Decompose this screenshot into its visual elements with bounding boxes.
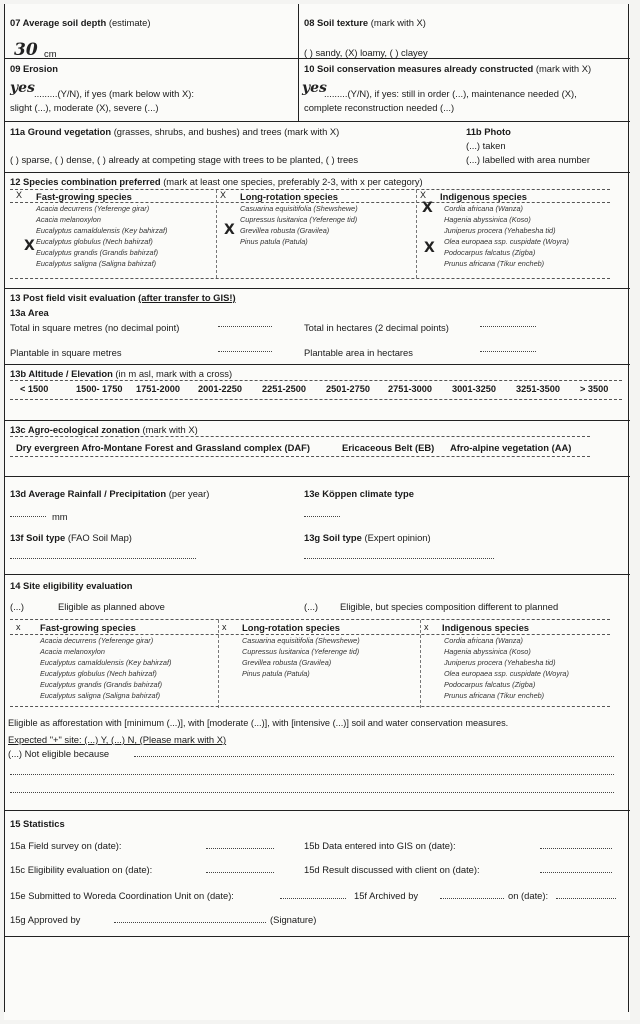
species-item: Eucalyptus camaldulensis (Key bahirzaf) [36,226,168,235]
species-item: Podocarpus falcatus (Zigba) [444,680,536,689]
not-eligible-label: (...) Not eligible because [8,748,110,759]
column-divider-top [298,4,299,122]
species-item: Acacia melanoxylon [40,647,105,656]
archived-date[interactable] [556,898,616,899]
conservation-yes-value: yes [302,80,327,96]
hand-x-mark: X [424,240,435,256]
species-item: Eucalyptus saligna (Saligna bahirzaf) [40,691,161,700]
species-item: Casuarina equisitifolia (Shewshewe) [242,636,360,645]
result-discussed-date[interactable] [540,872,612,873]
species-item: Cordia africana (Wanza) [444,204,523,213]
erosion-yes-value: yes [10,80,35,96]
elig-col1-header: Fast-growing species [40,622,136,633]
soil-type-fao-field[interactable] [10,558,196,559]
plantable-ha-label: Plantable area in hectares [304,347,413,358]
agro-zone-heading: 13c Agro-ecological zonation (mark with X) [10,424,198,435]
species-item: Eucalyptus camaldulensis (Key bahirzaf) [40,658,172,667]
right-border [628,4,629,1012]
conservation-line2: complete reconstruction needed (...) [304,102,455,113]
species-item: Casuarina equisitifolia (Shewshewe) [240,204,358,213]
species-item: Olea europaea ssp. cuspidate (Woyra) [444,237,569,246]
species-item: Prunus africana (Tikur encheb) [444,259,545,268]
altitude-option[interactable]: 3001-3250 [452,384,496,394]
species-item: Hagenia abyssinica (Koso) [444,215,531,224]
altitude-option[interactable]: 2001-2250 [198,384,242,394]
altitude-option[interactable]: < 1500 [20,384,49,394]
species-col2-header: Long-rotation species [240,191,338,202]
plantable-ha-field[interactable] [480,351,536,352]
stat-result-discussed: 15d Result discussed with client on (date): [304,864,480,875]
elig-col2-header: Long-rotation species [242,622,340,633]
species-item: Grevillea robusta (Gravilea) [240,226,330,235]
altitude-option[interactable]: 2251-2500 [262,384,306,394]
species-item: Cordia africana (Wanza) [444,636,523,645]
photo-taken: (...) taken [466,140,506,151]
soil-texture-options: ( ) sandy, (X) loamy, ( ) clayey [304,47,428,58]
conservation-line1: .........(Y/N), if yes: still in order (...), maintenance needed (X), [324,88,577,99]
photo-labelled: (...) labelled with area number [466,154,591,165]
species-item: Eucalyptus globulus (Nech bahirzaf) [40,669,157,678]
altitude-option[interactable]: 2751-3000 [388,384,432,394]
soil-texture-heading: 08 Soil texture (mark with X) [304,17,426,28]
rainfall-field[interactable] [10,516,46,517]
species-item: Grevillea robusta (Gravilea) [242,658,332,667]
species-item: Podocarpus falcatus (Zigba) [444,248,536,257]
altitude-option[interactable]: 3251-3500 [516,384,560,394]
ground-vegetation-options: ( ) sparse, ( ) dense, ( ) already at competing stage with trees to be planted, ( ) trees [10,154,359,165]
altitude-option[interactable]: > 3500 [580,384,609,394]
eligible-different-mark[interactable]: (...) [304,601,319,612]
species-item: Eucalyptus grandis (Grandis bahirzaf) [36,248,159,257]
stat-archived-on: on (date): [508,890,549,901]
eligible-afforestation-line: Eligible as afforestation with [minimum (...)], with [moderate (...)], with [intensive (...)] soil and water conservation measures. [8,718,509,728]
ground-vegetation-heading: 11a Ground vegetation (grasses, shrubs, and bushes) and trees (mark with X) [10,126,340,137]
not-eligible-field[interactable] [134,756,614,757]
species-col3-header: Indigenous species [440,191,528,202]
erosion-line2: slight (...), moderate (X), severe (...) [10,102,159,113]
rainfall-unit: mm [52,511,68,522]
species-item: Pinus patula (Patula) [242,669,310,678]
species-item: Eucalyptus saligna (Saligna bahirzaf) [36,259,157,268]
plantable-sqm-label: Plantable in square metres [10,347,122,358]
altitude-heading: 13b Altitude / Elevation (in m asl, mark with a cross) [10,368,233,379]
erosion-heading: 09 Erosion [10,63,58,74]
stat-submitted: 15e Submitted to Woreda Coordination Unit on (date): [10,890,234,901]
stat-eligibility: 15c Eligibility evaluation on (date): [10,864,153,875]
altitude-option[interactable]: 2501-2750 [326,384,370,394]
species-item: Pinus patula (Patula) [240,237,308,246]
eligibility-date[interactable] [206,872,274,873]
total-sqm-label: Total in square metres (no decimal point) [10,322,180,333]
species-item: Acacia decurrens (Yeferenge girar) [36,204,150,213]
eligible-as-planned: Eligible as planned above [58,601,165,612]
species-item: Hagenia abyssinica (Koso) [444,647,531,656]
species-col1-header: Fast-growing species [36,191,132,202]
soil-depth-unit: cm [44,48,57,59]
stat-archived-by: 15f Archived by [354,890,419,901]
gis-entry-date[interactable] [540,848,612,849]
species-item: Eucalyptus grandis (Grandis bahirzaf) [40,680,163,689]
altitude-option[interactable]: 1500- 1750 [76,384,123,394]
species-item: Olea europaea ssp. cuspidate (Woyra) [444,669,569,678]
koppen-field[interactable] [304,516,340,517]
area-heading: 13a Area [10,307,49,318]
species-item: Cupressus lusitanica (Yeferenge tid) [242,647,360,656]
soil-type-expert-field[interactable] [304,558,494,559]
koppen-heading: 13e Köppen climate type [304,488,414,499]
total-ha-field[interactable] [480,326,536,327]
soil-type-fao-heading: 13f Soil type (FAO Soil Map) [10,532,132,543]
total-sqm-field[interactable] [218,326,272,327]
photo-heading: 11b Photo [466,126,511,137]
left-border [4,4,5,1012]
erosion-line1: .........(Y/N), if yes (mark below with X): [34,88,194,99]
hand-x-mark: X [24,238,35,254]
zone-eb[interactable]: Ericaceous Belt (EB) [342,442,435,453]
stat-gis-entry: 15b Data entered into GIS on (date): [304,840,456,851]
soil-depth-heading: 07 Average soil depth (estimate) [10,17,151,28]
species-item: Prunus africana (Tikur encheb) [444,691,545,700]
not-eligible-field-line3[interactable] [10,792,614,793]
total-ha-label: Total in hectares (2 decimal points) [304,322,449,333]
form-sheet: 07 Average soil depth (estimate) 30 cm 08 Soil texture (mark with X) ( ) sandy, (X) loamy, ( ) clayey 09 Erosion yes .........(Y/N), if yes (mark below with X): slight (...), moderate (X), severe (...) 10 Soil conservation measures already constructed (mark with X) yes .........(Y/N), if yes: still in order (...), maintenance needed (X), complete reconstruction needed (...) 11a Ground vegetation (grasses, shrubs, and bushes) and trees (mark with X) ( ) sparse, ( ) dense, ( ) already at competing stage with trees to be planted, ( ) trees 11b Photo (...) taken (...) labelled with area number 12 Species combination preferred (mark at least one species, preferably 2-3, with x per category) X Fast-growing species X Long-rotation species X Indigenous species Acacia decurrens (Yeferenge girar) Acacia melanoxylon Eucalyptus camaldulensis (Key bahirzaf) Eucalyptus globulus (Nech bahirzaf) Eucalyptus grandis (Grandis bahirzaf) Eucalyptus saligna (Saligna bahirzaf) X Casuarina equisitifolia (Shewshewe) Cupressus lusitanica (Yeferenge tid) Grevillea robusta (Gravilea) Pinus patula (Patula) X Cordia africana (Wanza) Hagenia abyssinica (Koso) Juniperus procera (Yehabesha tid) Olea europaea ssp. cuspidate (Woyra) Podocarpus falcatus (Zigba) Prunus africana (Tikur encheb) X X 13 Post field visit evaluation (after transfer to GIS!) 13a Area Total in square metres (no decimal point) Total in hectares (2 decimal points) Plantable in square metres Plantable area in hectares 13b Altitude / Elevation (in m asl, mark with a cross) < 1500 1500- 1750 1751-2000 2001-2250 2251-2500 2501-2750 2751-3000 3001-3250 3251-3500 > 3500 13c Agro-ecological zonation (mark with X) Dry evergreen Afro-Montane Forest and Grassland complex (DAF) Ericaceous Belt (EB) Afro-alpine vegetation (AA) 13d Average Rainfall / Precipitation (per year) mm 13e Köppen climate type 13f Soil type (FAO Soil Map) 13g Soil type (Expert opinion) 14 Site eligibility evaluation (...) Eligible as planned above (...) Eligible, but species composition different to planned x Fast-growing species x Long-rotation species x Indigenous species Acacia decurrens (Yeferenge girar) Acacia melanoxylon Eucalyptus camaldulensis (Key bahirzaf) Eucalyptus globulus (Nech bahirzaf) Eucalyptus grandis (Grandis bahirzaf) Eucalyptus saligna (Saligna bahirzaf) Casuarina equisitifolia (Shewshewe) Cupressus lusitanica (Yeferenge tid) Grevillea robusta (Gravilea) Pinus patula (Patula) Cordia africana (Wanza) Hagenia abyssinica (Koso) Juniperus procera (Yehabesha tid) Olea europaea ssp. cuspidate (Woyra) Podocarpus falcatus (Zigba) Prunus africana (Tikur encheb) Eligible as afforestation with [minimum (...)], with [moderate (...)], with [intensive (...)] soil and water conservation measures. Expected "+" site: (...) Y, (...) N, (Please mark with X) (...) Not eligible because 15 Statistics 15a Field survey on (date): 15b Data entered into GIS on (date): 15c Eligibility evaluation on (date): 15d Result discussed with client on (date): 15e Submitted to Woreda Coordination Unit on (date): 15f Archived by on (date): 15g Approved by (Signature) [4,4,630,1020]
statistics-heading: 15 Statistics [10,818,65,829]
species-item: Eucalyptus globulus (Nech bahirzaf) [36,237,153,246]
elig-col3-header: Indigenous species [442,622,530,633]
expected-site-line: Expected "+" site: (...) Y, (...) N, (Please mark with X) [8,734,227,745]
eligible-different: Eligible, but species composition different to planned [340,601,559,612]
hand-x-mark: X [224,222,235,238]
zone-aa[interactable]: Afro-alpine vegetation (AA) [450,442,572,453]
species-item: Cupressus lusitanica (Yeferenge tid) [240,215,358,224]
species-item: Acacia melanoxylon [36,215,101,224]
zone-daf[interactable]: Dry evergreen Afro-Montane Forest and Grassland complex (DAF) [16,442,310,453]
species-heading: 12 Species combination preferred (mark at least one species, preferably 2-3, with x per category) [10,176,423,187]
approved-by-field[interactable] [114,922,266,923]
field-survey-date[interactable] [206,848,274,849]
post-evaluation-heading: 13 Post field visit evaluation (after transfer to GIS!) [10,292,236,303]
stat-field-survey: 15a Field survey on (date): [10,840,122,851]
eligible-mark[interactable]: (...) [10,601,25,612]
not-eligible-field-line2[interactable] [10,774,614,775]
soil-type-expert-heading: 13g Soil type (Expert opinion) [304,532,431,543]
archived-by-field[interactable] [440,898,504,899]
signature-label: (Signature) [270,914,317,925]
species-item: Juniperus procera (Yehabesha tid) [444,226,556,235]
plantable-sqm-field[interactable] [218,351,272,352]
conservation-heading: 10 Soil conservation measures already constructed (mark with X) [304,63,592,74]
soil-depth-value: 30 [14,40,38,60]
rainfall-heading: 13d Average Rainfall / Precipitation (per year) [10,488,210,499]
submitted-date[interactable] [280,898,346,899]
altitude-option[interactable]: 1751-2000 [136,384,180,394]
stat-approved-by: 15g Approved by [10,914,81,925]
eligibility-heading: 14 Site eligibility evaluation [10,580,133,591]
species-item: Acacia decurrens (Yeferenge girar) [40,636,154,645]
x-col-marker: X [16,190,23,200]
species-item: Juniperus procera (Yehabesha tid) [444,658,556,667]
hand-x-mark: X [422,200,433,216]
